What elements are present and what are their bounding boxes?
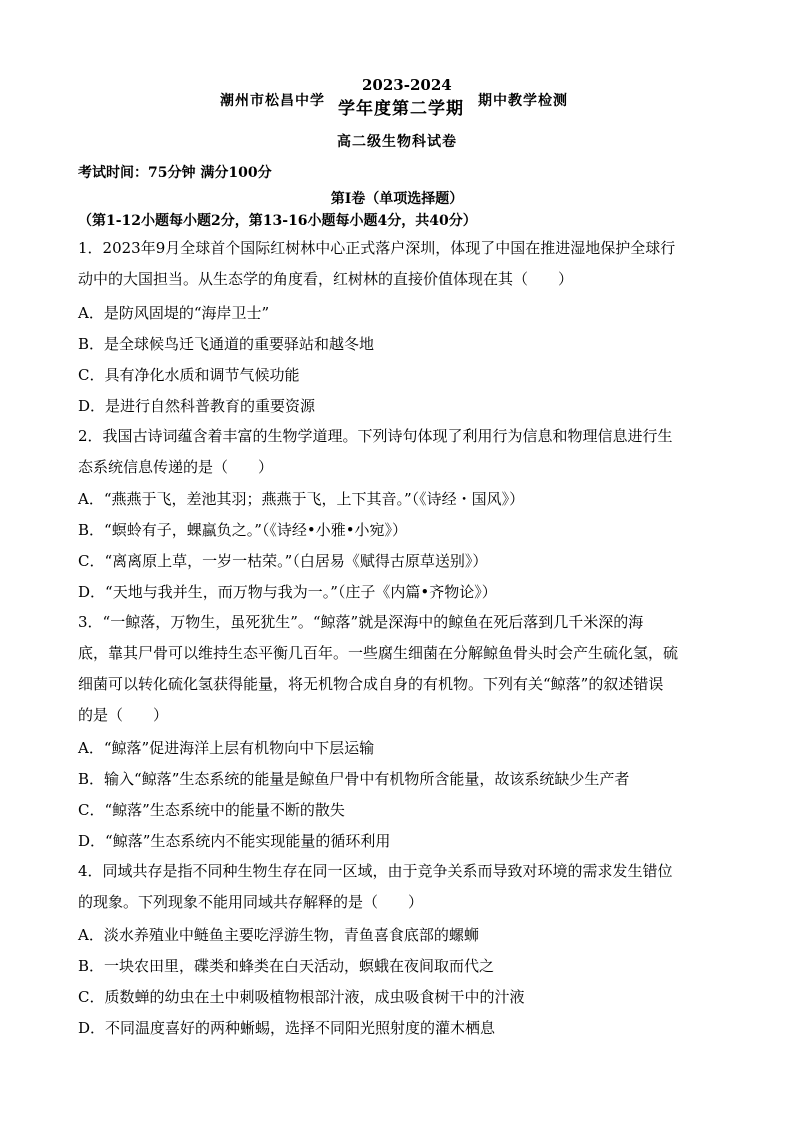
question-1-option-a: A．是防风固堤的“海岸卫士” [78,304,270,322]
question-4-option-d: D．不同温度喜好的两种蜥蜴，选择不同阳光照射度的灌木栖息 [78,1019,496,1037]
question-2-option-c: C．“离离原上草，一岁一枯荣。”（白居易《赋得古原草送别》） [78,552,488,570]
stem-line: 2．我国古诗词蕴含着丰富的生物学道理。下列诗句体现了利用行为信息和物理信息进行生 [78,427,673,445]
question-1-option-c: C．具有净化水质和调节气候功能 [78,366,300,384]
question-2-stem [78,421,718,483]
stem-line: 动中的大国担当。从生态学的角度看，红树林的直接价值体现在其（ ） [78,270,574,288]
scoring-note: （第1-12小题每小题2分，第13-16小题每小题4分，共40分） [78,213,477,229]
academic-year: 2023-2024 [362,76,452,94]
question-4-option-b: B．一块农田里，碟类和蜂类在白天活动，螟蛾在夜间取而代之 [78,957,495,975]
question-4-option-a: A．淡水养殖业中鲢鱼主要吃浮游生物，青鱼喜食底部的螺蛳 [78,926,479,944]
paper-subtitle: 高二级生物科试卷 [337,134,457,150]
exam-time-info: 考试时间：75分钟 满分100分 [78,165,272,181]
exam-header [0,74,794,118]
stem-line: 1．2023年9月全球首个国际红树林中心正式落户深圳，体现了中国在推进湿地保护全球行 [78,239,676,257]
question-4-option-c: C．质数蝉的幼虫在土中刺吸植物根部汁液，成虫吸食树干中的汁液 [78,988,525,1006]
question-1-option-d: D．是进行自然科普教育的重要资源 [78,397,316,415]
question-1-option-b: B．是全球候鸟迁飞通道的重要驿站和越冬地 [78,335,375,353]
question-3-option-b: B．输入“鲸落”生态系统的能量是鲸鱼尸骨中有机物所含能量，故该系统缺少生产者 [78,770,630,788]
stem-line: 态系统信息传递的是（ ） [78,458,274,476]
question-2-option-a: A．“燕燕于飞，差池其羽；燕燕于飞，上下其音。”（《诗经・国风》） [78,490,525,508]
question-3-option-c: C．“鲸落”生态系统中的能量不断的散失 [78,801,345,819]
question-1-stem [78,233,718,295]
question-4-stem [78,856,718,918]
question-3-option-d: D．“鲸落”生态系统内不能实现能量的循环利用 [78,832,391,850]
stem-line: 细菌可以转化硫化氢获得能量，将无机物合成自身的有机物。下列有关“鲸落”的叙述错误 [78,675,664,693]
term-label: 学年度第二学期 [338,99,464,119]
question-2-option-d: D．“天地与我并生，而万物与我为一。”（庄子《内篇•齐物论》） [78,583,497,601]
question-3-option-a: A．“鲸落”促进海洋上层有机物向中下层运输 [78,739,375,757]
question-2-option-b: B．“螟蛉有子，蜾蠃负之。”（《诗经•小雅•小宛》） [78,521,408,539]
section-title: 第Ⅰ卷（单项选择题） [330,191,464,207]
stem-line: 的是（ ） [78,706,169,724]
exam-name: 期中教学检测 [478,93,568,109]
stem-line: 底，靠其尸骨可以维持生态平衡几百年。一些腐生细菌在分解鲸鱼骨头时会产生硫化氢，硫 [78,644,679,662]
stem-line: 的现象。下列现象不能用同域共存解释的是（ ） [78,893,424,911]
stem-line: 4．同域共存是指不同种生物生存在同一区域，由于竞争关系而导致对环境的需求发生错位 [78,862,673,880]
school-name: 潮州市松昌中学 [220,93,325,109]
stem-line: 3．“一鲸落，万物生，虽死犹生”。“鲸落”就是深海中的鲸鱼在死后落到几千米深的海 [78,613,644,631]
question-3-stem [78,607,718,731]
